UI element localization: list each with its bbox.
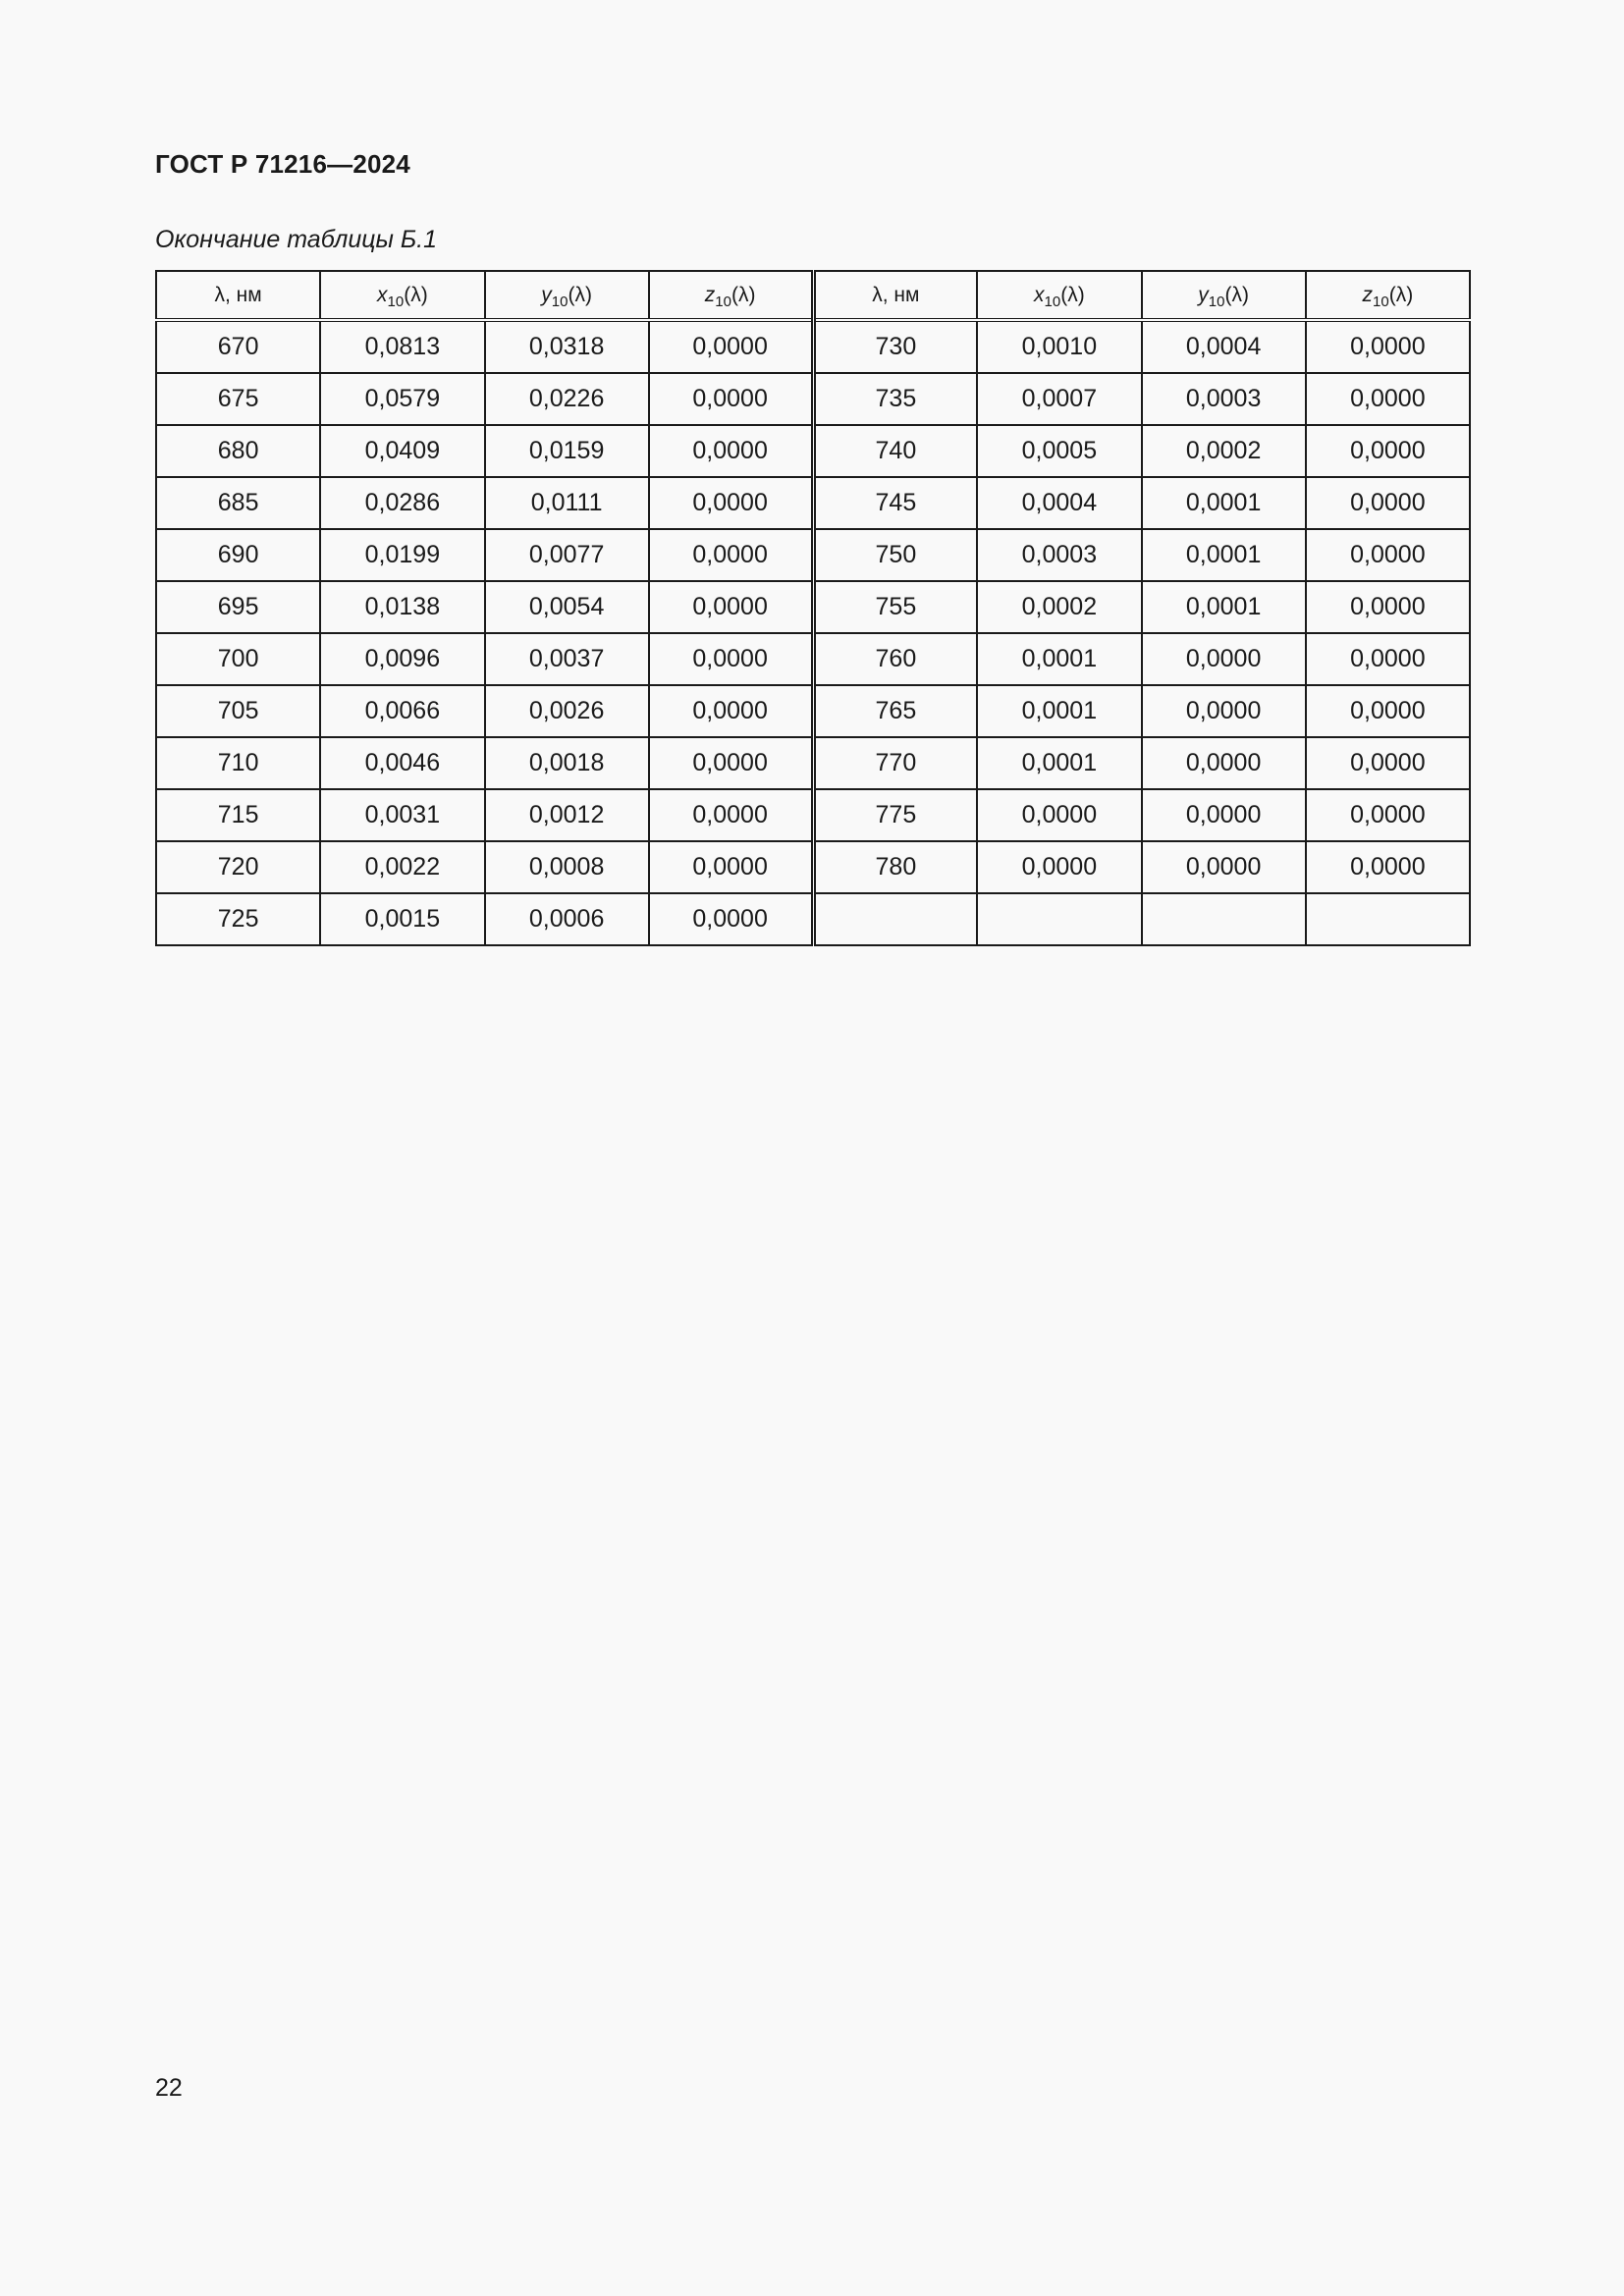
header-z-var-2: z bbox=[1362, 283, 1374, 306]
cell-y10: 0,0111 bbox=[485, 477, 649, 529]
header-y10-2 bbox=[1142, 271, 1306, 320]
cell-x10-2 bbox=[977, 893, 1141, 945]
cell-lambda: 670 bbox=[156, 320, 320, 373]
cell-z10-2: 0,0000 bbox=[1306, 373, 1470, 425]
cell-lambda: 725 bbox=[156, 893, 320, 945]
page-number: 22 bbox=[155, 2074, 183, 2102]
table-row bbox=[156, 685, 1470, 737]
header-x-sub: 10 bbox=[387, 293, 405, 310]
cell-y10-2: 0,0003 bbox=[1142, 373, 1306, 425]
cell-x10-2: 0,0005 bbox=[977, 425, 1141, 477]
cell-lambda-2 bbox=[813, 893, 977, 945]
cell-x10: 0,0046 bbox=[320, 737, 484, 789]
cell-y10: 0,0037 bbox=[485, 633, 649, 685]
table-row bbox=[156, 737, 1470, 789]
table-row bbox=[156, 893, 1470, 945]
cell-y10: 0,0012 bbox=[485, 789, 649, 841]
header-z10 bbox=[649, 271, 813, 320]
header-z10-2 bbox=[1306, 271, 1470, 320]
cell-y10-2: 0,0000 bbox=[1142, 789, 1306, 841]
header-x10-2 bbox=[977, 271, 1141, 320]
cell-z10-2: 0,0000 bbox=[1306, 581, 1470, 633]
table-row bbox=[156, 425, 1470, 477]
cell-z10-2: 0,0000 bbox=[1306, 529, 1470, 581]
cell-lambda-2: 775 bbox=[813, 789, 977, 841]
header-z-arg-2: (λ) bbox=[1388, 283, 1414, 306]
header-z-sub-2: 10 bbox=[1373, 293, 1389, 310]
data-table bbox=[155, 270, 1471, 946]
cell-lambda: 685 bbox=[156, 477, 320, 529]
cell-y10: 0,0018 bbox=[485, 737, 649, 789]
cell-z10: 0,0000 bbox=[649, 373, 813, 425]
cell-y10-2: 0,0001 bbox=[1142, 529, 1306, 581]
cell-y10-2: 0,0000 bbox=[1142, 737, 1306, 789]
cell-y10-2: 0,0001 bbox=[1142, 477, 1306, 529]
cell-z10: 0,0000 bbox=[649, 529, 813, 581]
cell-x10: 0,0286 bbox=[320, 477, 484, 529]
header-lambda-2: λ, нм bbox=[813, 271, 977, 320]
cell-z10-2: 0,0000 bbox=[1306, 737, 1470, 789]
cell-lambda: 720 bbox=[156, 841, 320, 893]
cell-x10: 0,0022 bbox=[320, 841, 484, 893]
header-lambda: λ, нм bbox=[156, 271, 320, 320]
table-row bbox=[156, 633, 1470, 685]
cell-z10: 0,0000 bbox=[649, 789, 813, 841]
cell-z10-2: 0,0000 bbox=[1306, 425, 1470, 477]
table-caption: Окончание таблицы Б.1 bbox=[155, 226, 437, 253]
cell-lambda-2: 780 bbox=[813, 841, 977, 893]
cell-x10: 0,0579 bbox=[320, 373, 484, 425]
table-row bbox=[156, 373, 1470, 425]
cell-lambda: 710 bbox=[156, 737, 320, 789]
cell-x10-2: 0,0010 bbox=[977, 320, 1141, 373]
header-z-sub: 10 bbox=[715, 293, 731, 310]
cell-z10-2: 0,0000 bbox=[1306, 685, 1470, 737]
cell-x10: 0,0031 bbox=[320, 789, 484, 841]
header-y10 bbox=[485, 271, 649, 320]
header-y-arg: (λ) bbox=[568, 283, 592, 306]
cell-z10-2 bbox=[1306, 893, 1470, 945]
table-body bbox=[156, 320, 1470, 945]
table-row bbox=[156, 581, 1470, 633]
data-table-container bbox=[155, 270, 1471, 946]
cell-z10-2: 0,0000 bbox=[1306, 320, 1470, 373]
cell-z10-2: 0,0000 bbox=[1306, 633, 1470, 685]
cell-x10-2: 0,0000 bbox=[977, 841, 1141, 893]
cell-lambda: 695 bbox=[156, 581, 320, 633]
cell-y10-2: 0,0002 bbox=[1142, 425, 1306, 477]
cell-z10: 0,0000 bbox=[649, 581, 813, 633]
table-header-row bbox=[156, 271, 1470, 320]
cell-x10: 0,0138 bbox=[320, 581, 484, 633]
table-row bbox=[156, 477, 1470, 529]
cell-y10-2: 0,0000 bbox=[1142, 685, 1306, 737]
cell-y10-2: 0,0001 bbox=[1142, 581, 1306, 633]
cell-y10: 0,0006 bbox=[485, 893, 649, 945]
cell-x10-2: 0,0001 bbox=[977, 685, 1141, 737]
cell-z10-2: 0,0000 bbox=[1306, 477, 1470, 529]
cell-lambda: 690 bbox=[156, 529, 320, 581]
cell-z10: 0,0000 bbox=[649, 685, 813, 737]
header-x-var-2: x bbox=[1034, 283, 1045, 306]
header-y-var: y bbox=[541, 283, 552, 306]
cell-x10-2: 0,0004 bbox=[977, 477, 1141, 529]
cell-x10-2: 0,0002 bbox=[977, 581, 1141, 633]
cell-y10: 0,0026 bbox=[485, 685, 649, 737]
cell-z10-2: 0,0000 bbox=[1306, 841, 1470, 893]
header-y-sub-2: 10 bbox=[1208, 293, 1225, 310]
cell-lambda-2: 760 bbox=[813, 633, 977, 685]
cell-lambda: 705 bbox=[156, 685, 320, 737]
cell-lambda-2: 770 bbox=[813, 737, 977, 789]
cell-y10: 0,0226 bbox=[485, 373, 649, 425]
cell-x10-2: 0,0007 bbox=[977, 373, 1141, 425]
cell-x10: 0,0096 bbox=[320, 633, 484, 685]
cell-y10-2: 0,0000 bbox=[1142, 633, 1306, 685]
header-x-arg-2: (λ) bbox=[1060, 283, 1085, 306]
document-id-header: ГОСТ Р 71216—2024 bbox=[155, 149, 410, 179]
cell-lambda-2: 740 bbox=[813, 425, 977, 477]
header-y-var-2: y bbox=[1198, 283, 1209, 306]
cell-x10: 0,0813 bbox=[320, 320, 484, 373]
header-y-sub: 10 bbox=[551, 293, 568, 310]
header-x10 bbox=[320, 271, 484, 320]
cell-y10: 0,0159 bbox=[485, 425, 649, 477]
cell-lambda: 680 bbox=[156, 425, 320, 477]
cell-z10: 0,0000 bbox=[649, 425, 813, 477]
cell-x10-2: 0,0001 bbox=[977, 737, 1141, 789]
cell-x10-2: 0,0001 bbox=[977, 633, 1141, 685]
cell-lambda-2: 755 bbox=[813, 581, 977, 633]
cell-lambda: 675 bbox=[156, 373, 320, 425]
cell-lambda-2: 735 bbox=[813, 373, 977, 425]
table-row bbox=[156, 320, 1470, 373]
cell-x10: 0,0015 bbox=[320, 893, 484, 945]
cell-z10: 0,0000 bbox=[649, 477, 813, 529]
cell-x10-2: 0,0000 bbox=[977, 789, 1141, 841]
cell-z10: 0,0000 bbox=[649, 320, 813, 373]
cell-y10: 0,0008 bbox=[485, 841, 649, 893]
header-z-var: z bbox=[704, 283, 716, 306]
cell-x10: 0,0409 bbox=[320, 425, 484, 477]
table-row bbox=[156, 789, 1470, 841]
cell-y10: 0,0077 bbox=[485, 529, 649, 581]
cell-y10-2 bbox=[1142, 893, 1306, 945]
header-x-var: x bbox=[377, 283, 388, 306]
table-row bbox=[156, 529, 1470, 581]
cell-y10-2: 0,0004 bbox=[1142, 320, 1306, 373]
cell-z10: 0,0000 bbox=[649, 633, 813, 685]
cell-z10: 0,0000 bbox=[649, 841, 813, 893]
cell-lambda: 715 bbox=[156, 789, 320, 841]
cell-y10: 0,0054 bbox=[485, 581, 649, 633]
table-row bbox=[156, 841, 1470, 893]
cell-lambda-2: 745 bbox=[813, 477, 977, 529]
cell-x10-2: 0,0003 bbox=[977, 529, 1141, 581]
header-x-arg: (λ) bbox=[404, 283, 428, 306]
header-y-arg-2: (λ) bbox=[1224, 283, 1249, 306]
cell-z10-2: 0,0000 bbox=[1306, 789, 1470, 841]
cell-lambda-2: 730 bbox=[813, 320, 977, 373]
cell-y10: 0,0318 bbox=[485, 320, 649, 373]
cell-lambda-2: 750 bbox=[813, 529, 977, 581]
header-z-arg: (λ) bbox=[731, 283, 756, 306]
cell-z10: 0,0000 bbox=[649, 737, 813, 789]
cell-x10: 0,0066 bbox=[320, 685, 484, 737]
cell-lambda: 700 bbox=[156, 633, 320, 685]
cell-z10: 0,0000 bbox=[649, 893, 813, 945]
cell-y10-2: 0,0000 bbox=[1142, 841, 1306, 893]
cell-lambda-2: 765 bbox=[813, 685, 977, 737]
header-x-sub-2: 10 bbox=[1044, 293, 1061, 310]
cell-x10: 0,0199 bbox=[320, 529, 484, 581]
